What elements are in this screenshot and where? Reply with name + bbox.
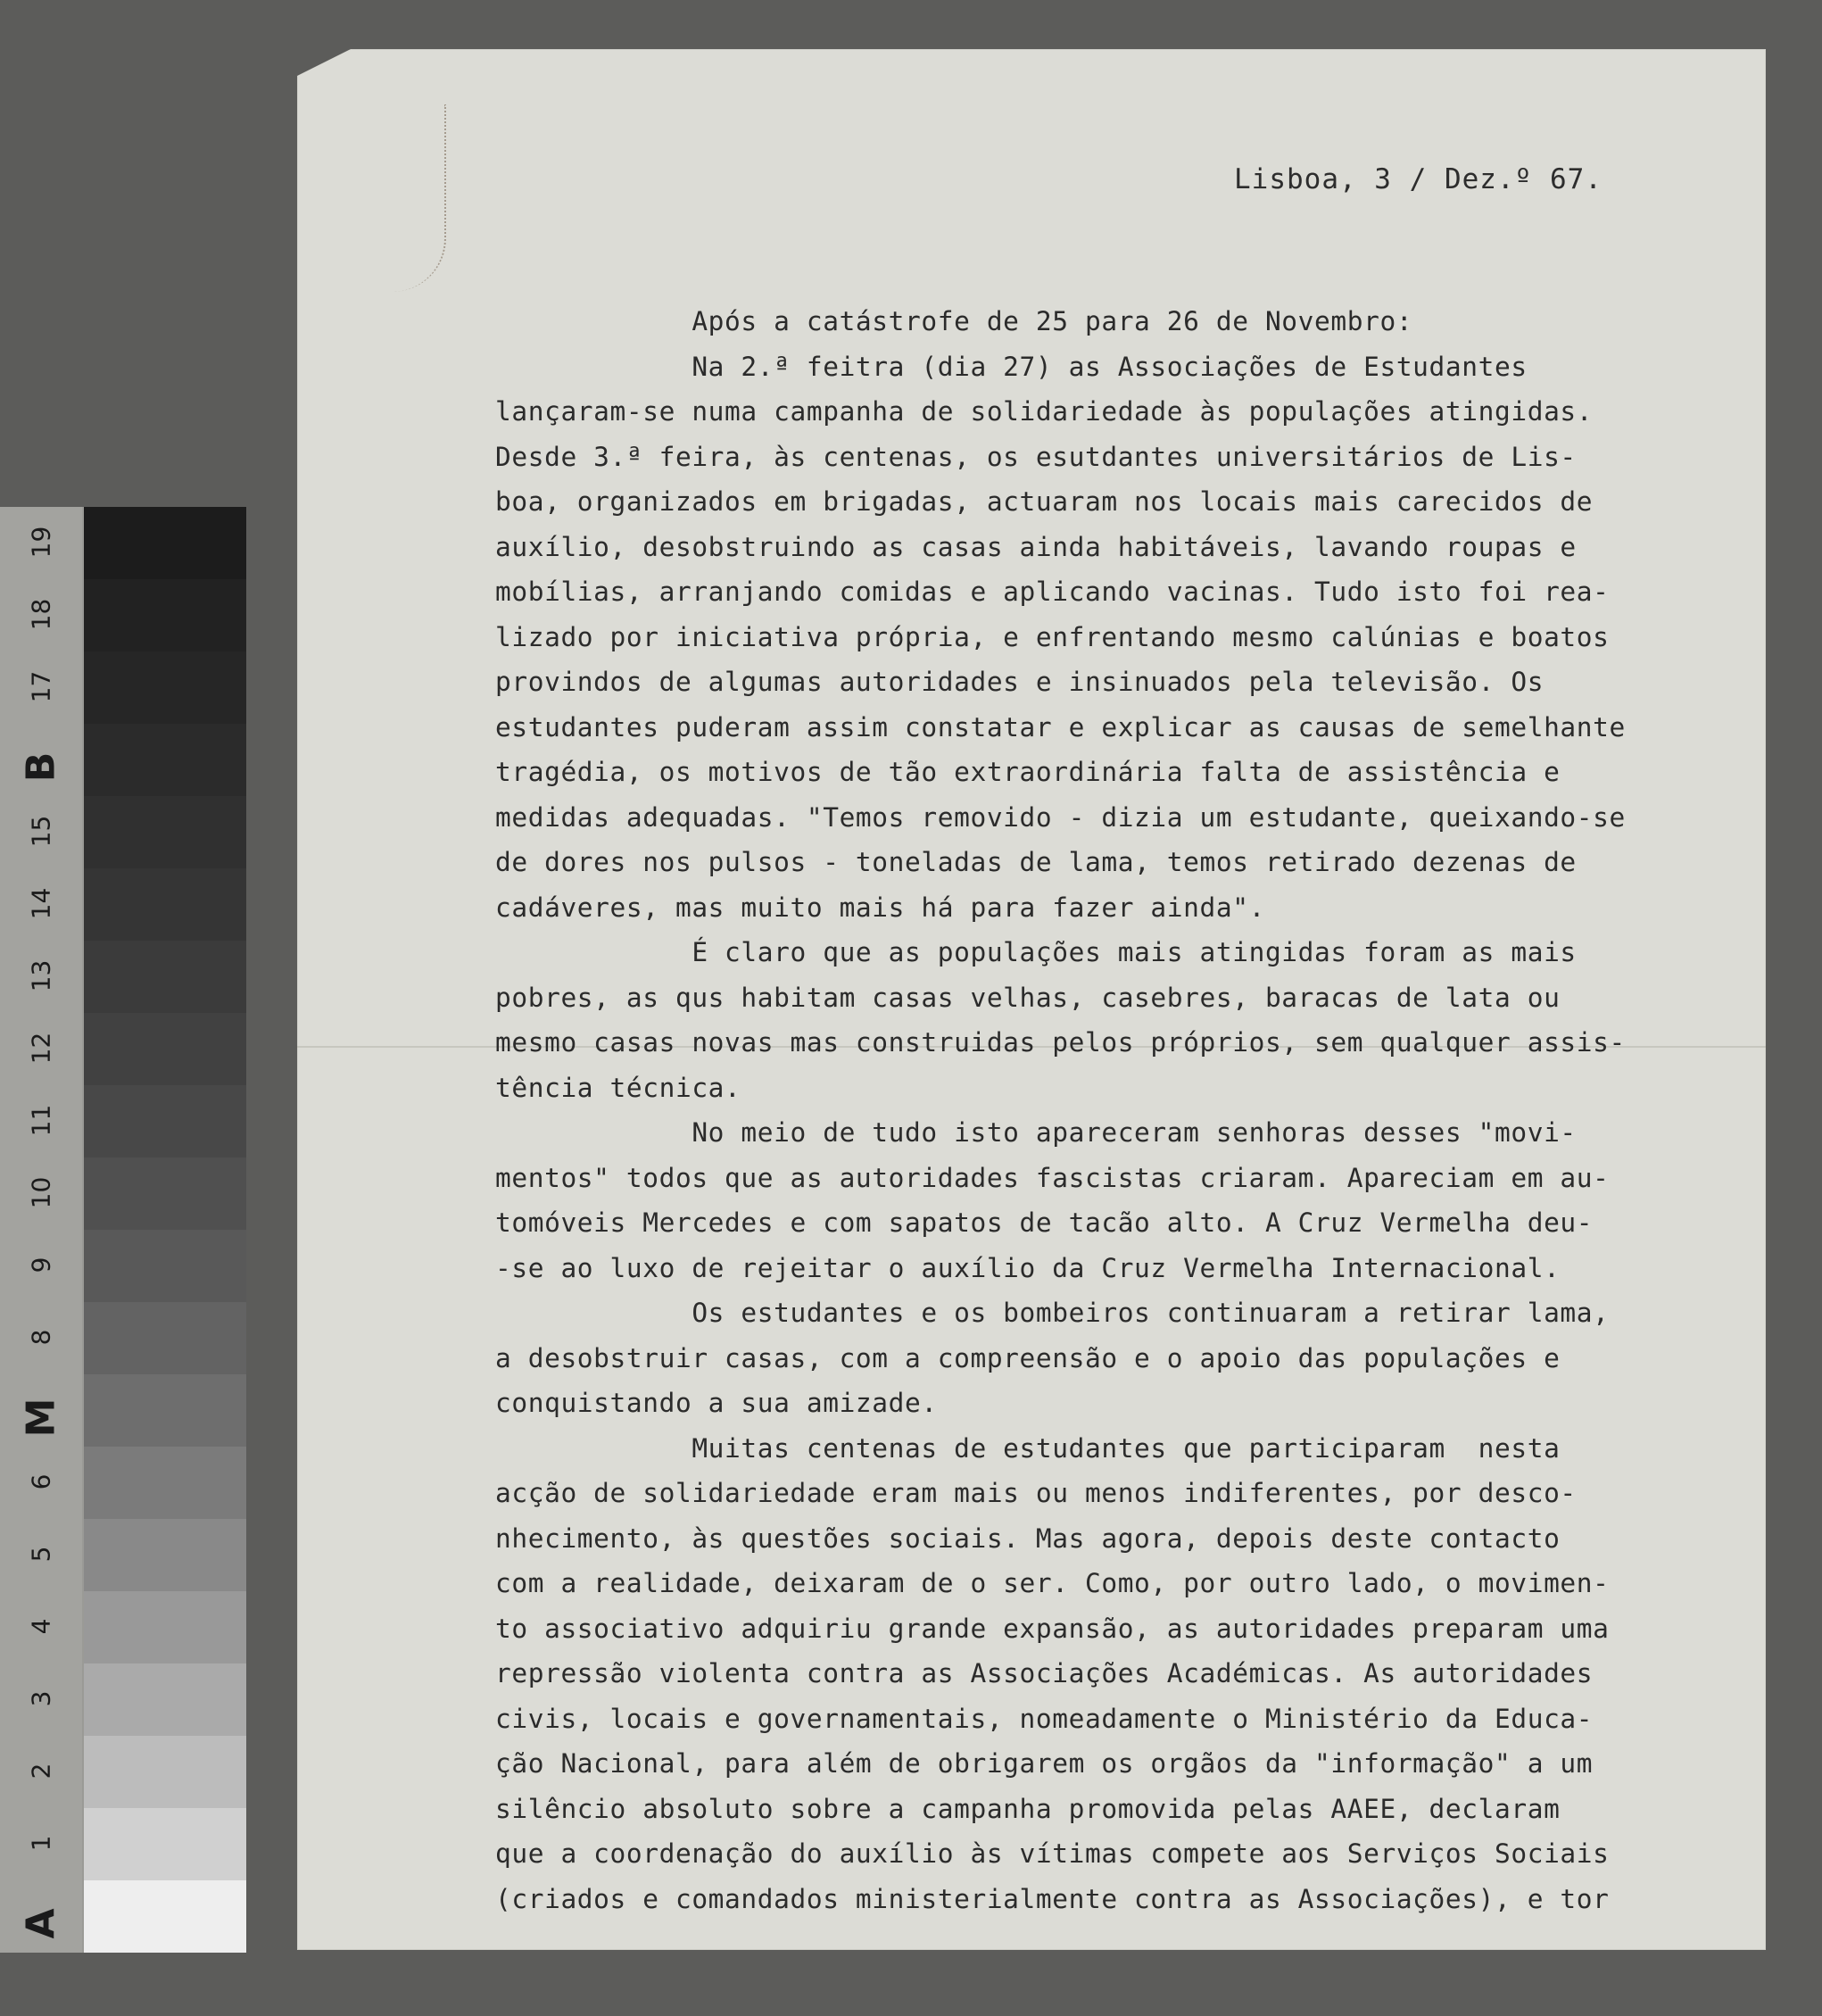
scale-label: 14 <box>26 887 56 919</box>
text-line: civis, locais e governamentais, nomeadamente o Ministério da Educa- <box>495 1703 1594 1734</box>
text-line: pobres, as qus habitam casas velhas, casebres, baracas de lata ou <box>495 982 1561 1013</box>
scale-label: 4 <box>26 1618 56 1634</box>
gray-swatch <box>84 941 246 1013</box>
text-line: boa, organizados em brigadas, actuaram nos locais mais carecidos de <box>495 486 1594 517</box>
text-line: silêncio absoluto sobre a campanha promovida pelas AAEE, declaram <box>495 1793 1561 1824</box>
gray-swatch <box>84 1302 246 1374</box>
scale-label: 18 <box>26 598 56 630</box>
gray-swatch <box>84 1013 246 1085</box>
text-line: to associativo adquiriu grande expansão, as autoridades preparam uma <box>495 1613 1610 1644</box>
gray-swatch <box>84 1736 246 1808</box>
text-line: Os estudantes e os bombeiros continuaram a retirar lama, <box>495 1298 1610 1328</box>
gray-swatch <box>84 507 246 579</box>
staple-mark <box>373 104 446 292</box>
scale-label: 19 <box>26 526 56 558</box>
letter-body <box>495 299 1762 1921</box>
text-line: tomóveis Mercedes e com sapatos de tacão alto. A Cruz Vermelha deu- <box>495 1207 1594 1238</box>
scale-label: 12 <box>26 1032 56 1064</box>
color-scale-card <box>0 507 246 1953</box>
gray-swatch <box>84 579 246 651</box>
text-line: (criados e comandados ministerialmente contra as Associações), e tor <box>495 1883 1610 1914</box>
gray-swatch <box>84 868 246 941</box>
scale-label: 3 <box>26 1690 56 1706</box>
text-line: tência técnica. <box>495 1072 741 1103</box>
text-line: mobílias, arranjando comidas e aplicando vacinas. Tudo isto foi rea- <box>495 577 1610 607</box>
gray-swatch <box>84 724 246 796</box>
text-line: mesmo casas novas mas construidas pelos próprios, sem qualquer assis- <box>495 1027 1626 1058</box>
scale-label: 17 <box>26 670 56 702</box>
gray-swatch <box>84 1157 246 1230</box>
gray-swatches <box>84 507 246 1953</box>
scale-label: 13 <box>26 959 56 991</box>
text-line: auxílio, desobstruindo as casas ainda habitáveis, lavando roupas e <box>495 531 1577 562</box>
gray-swatch <box>84 1447 246 1519</box>
scale-label: 8 <box>26 1329 56 1345</box>
gray-swatch <box>84 1374 246 1447</box>
text-line: acção de solidariedade eram mais ou menos indiferentes, por desco- <box>495 1478 1577 1508</box>
gray-swatch <box>84 1808 246 1880</box>
text-line: mentos" todos que as autoridades fascistas criaram. Apareciam em au- <box>495 1162 1610 1193</box>
text-line: No meio de tudo isto apareceram senhoras desses "movi- <box>495 1117 1577 1148</box>
text-line: Muitas centenas de estudantes que participaram nesta <box>495 1432 1561 1464</box>
gray-swatch <box>84 796 246 868</box>
text-line: com a realidade, deixaram de o ser. Como, por outro lado, o movimen- <box>495 1568 1610 1598</box>
text-line: que a coordenação do auxílio às vítimas compete aos Serviços Sociais <box>495 1838 1610 1869</box>
scale-label: 1 <box>26 1835 56 1851</box>
gray-swatch <box>84 1663 246 1736</box>
text-line: tragédia, os motivos de tão extraordinária falta de assistência e <box>495 757 1561 787</box>
text-line: estudantes puderam assim constatar e explicar as causas de semelhante <box>495 711 1626 743</box>
text-line: cadáveres, mas muito mais há para fazer ainda". <box>495 892 1265 923</box>
gray-swatch <box>84 1519 246 1591</box>
gray-swatch <box>84 1880 246 1953</box>
gray-swatch <box>84 1591 246 1663</box>
text-line: repressão violenta contra as Associações Académicas. As autoridades <box>495 1658 1594 1688</box>
scale-label: B <box>18 751 64 782</box>
gray-swatch <box>84 1085 246 1157</box>
text-line: Na 2.ª feitra (dia 27) as Associações de Estudantes <box>495 351 1528 382</box>
text-line: nhecimento, às questões sociais. Mas agora, depois deste contacto <box>495 1522 1561 1554</box>
text-line: provindos de algumas autoridades e insinuados pela televisão. Os <box>495 667 1545 697</box>
text-line: a desobstruir casas, com a compreensão e o apoio das populações e <box>495 1342 1561 1373</box>
text-line: conquistando a sua amizade. <box>495 1388 938 1418</box>
scale-label: 9 <box>26 1257 56 1273</box>
scale-labels-strip <box>0 507 82 1953</box>
text-line: medidas adequadas. "Temos removido - dizia um estudante, queixando-se <box>495 801 1626 833</box>
text-line: lançaram-se numa campanha de solidariedade às populações atingidas. <box>495 396 1594 427</box>
gray-swatch <box>84 651 246 724</box>
scale-label: 2 <box>26 1763 56 1779</box>
scale-label: M <box>18 1398 64 1437</box>
text-line: ção Nacional, para além de obrigarem os orgãos da "informação" a um <box>495 1748 1594 1779</box>
text-line: de dores nos pulsos - toneladas de lama, temos retirado dezenas de <box>495 847 1577 877</box>
text-line: Após a catástrofe de 25 para 26 de Novembro: <box>495 306 1413 336</box>
torn-corner <box>297 49 351 76</box>
text-line: Desde 3.ª feira, às centenas, os esutdantes universitários de Lis- <box>495 441 1577 472</box>
text-line: É claro que as populações mais atingidas foram as mais <box>495 937 1577 967</box>
scale-label: 10 <box>26 1176 56 1208</box>
gray-swatch <box>84 1230 246 1302</box>
letter-date: Lisboa, 3 / Dez.º 67. <box>1234 163 1603 195</box>
scale-label: 5 <box>26 1546 56 1562</box>
text-line: -se ao luxo de rejeitar o auxílio da Cruz Vermelha Internacional. <box>495 1252 1561 1283</box>
scale-label: 6 <box>26 1473 56 1489</box>
scale-label: 15 <box>26 815 56 847</box>
typed-letter-page <box>297 49 1766 1950</box>
scale-label: A <box>18 1907 64 1939</box>
text-line: lizado por iniciativa própria, e enfrentando mesmo calúnias e boatos <box>495 621 1610 652</box>
scale-label: 11 <box>26 1104 56 1136</box>
